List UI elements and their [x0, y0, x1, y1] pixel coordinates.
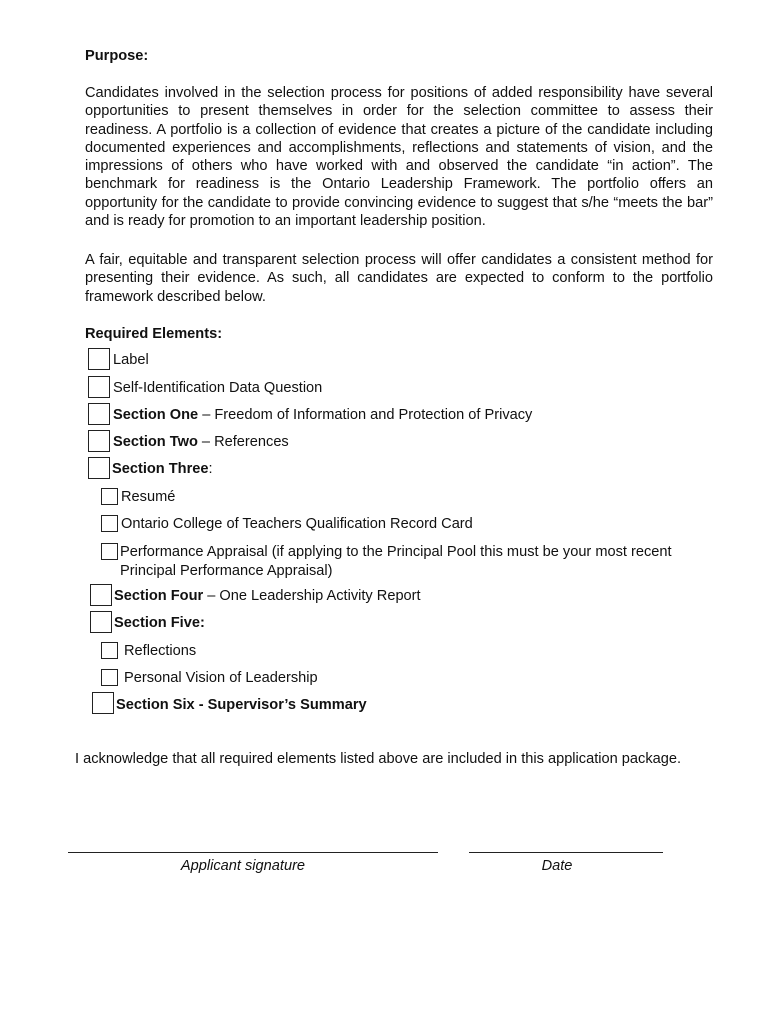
checkbox[interactable] [101, 488, 118, 505]
checkbox[interactable] [88, 457, 110, 479]
checklist-item-text: Ontario College of Teachers Qualification Record Card [121, 516, 473, 532]
checklist-item-text [113, 430, 289, 451]
checklist-item-reflections[interactable] [101, 642, 196, 660]
checkbox[interactable] [101, 515, 118, 532]
purpose-heading: Purpose: [85, 48, 149, 64]
purpose-paragraph-2: A fair, equitable and transparent selection process will offer candidates a consistent method for presenting their evidence. As such, all candidates are expected to conform to the portfolio framework described below. [85, 252, 713, 305]
section-description: : [208, 461, 213, 477]
checklist-item-resume[interactable] [101, 488, 175, 506]
checklist-item-text: Reflections [124, 643, 197, 659]
checkbox[interactable] [88, 376, 110, 398]
applicant-signature-caption: Applicant signature [180, 858, 306, 874]
checklist-item-text: Personal Vision of Leadership [124, 670, 318, 686]
checklist-item-text: Resumé [121, 489, 176, 505]
checklist-item-label[interactable] [88, 348, 149, 370]
applicant-signature-line[interactable] [68, 852, 438, 853]
required-elements-heading: Required Elements: [85, 326, 223, 342]
checklist-item-performance-appraisal[interactable] [101, 543, 705, 580]
checkbox[interactable] [101, 642, 118, 659]
checklist-item-section-six[interactable] [92, 692, 367, 714]
checkbox[interactable] [88, 430, 110, 452]
section-description: – One Leadership Activity Report [203, 588, 421, 604]
checklist-item-section-four[interactable] [90, 584, 421, 606]
checklist-item-oct-qualification[interactable] [101, 515, 473, 533]
checklist-item-text: Performance Appraisal (if applying to the Principal Pool this must be your most recent Principal Performance Appraisal) [120, 544, 672, 579]
section-description: – Freedom of Information and Protection of Privacy [198, 407, 533, 423]
checklist-item-self-identification[interactable] [88, 376, 322, 398]
section-label: Section One [113, 407, 199, 423]
checklist-item-text: Self-Identification Data Question [113, 380, 323, 396]
checklist-item-text [114, 611, 205, 632]
checkbox[interactable] [92, 692, 114, 714]
checklist-item-section-two[interactable] [88, 430, 289, 452]
date-signature-line[interactable] [469, 852, 663, 853]
checkbox[interactable] [88, 403, 110, 425]
purpose-paragraph-1: Candidates involved in the selection process for positions of added responsibility have several opportunities to present themselves in order for the selection committee to assess their readiness. A portfolio is a collection of evidence that creates a picture of the candidate including documented experiences and accomplishments, reflections and statements of vision, and the impressions of others who have worked with and observed the candidate “in action”. The benchmark for readiness is the Ontario Leadership Framework. The portfolio offers an opportunity for the candidate to provide convincing evidence to suggest that s/he “meets the bar” and is ready for promotion to an important leadership position. [85, 85, 713, 230]
checkbox[interactable] [90, 611, 112, 633]
section-label: Section Five: [114, 615, 205, 631]
section-label: Section Three [112, 461, 209, 477]
section-label: Section Six - Supervisor’s Summary [116, 697, 367, 713]
section-label: Section Four [114, 588, 204, 604]
checklist-item-text [113, 403, 532, 424]
checklist-item-text [116, 692, 367, 714]
checklist-item-text [114, 584, 421, 605]
checklist-item-text: Label [113, 352, 149, 368]
checklist-item-section-one[interactable] [88, 403, 532, 425]
checkbox[interactable] [90, 584, 112, 606]
checklist-item-personal-vision[interactable] [101, 669, 318, 687]
checkbox[interactable] [88, 348, 110, 370]
date-caption: Date [541, 858, 573, 874]
checkbox[interactable] [101, 669, 118, 686]
section-description: – References [197, 434, 289, 450]
checklist-item-text [112, 457, 213, 478]
checklist-item-section-three[interactable] [88, 457, 213, 479]
checklist-item-section-five[interactable] [90, 611, 205, 633]
acknowledgement-statement: I acknowledge that all required elements listed above are included in this application package. [75, 751, 682, 767]
section-label: Section Two [113, 434, 198, 450]
checkbox[interactable] [101, 543, 118, 560]
